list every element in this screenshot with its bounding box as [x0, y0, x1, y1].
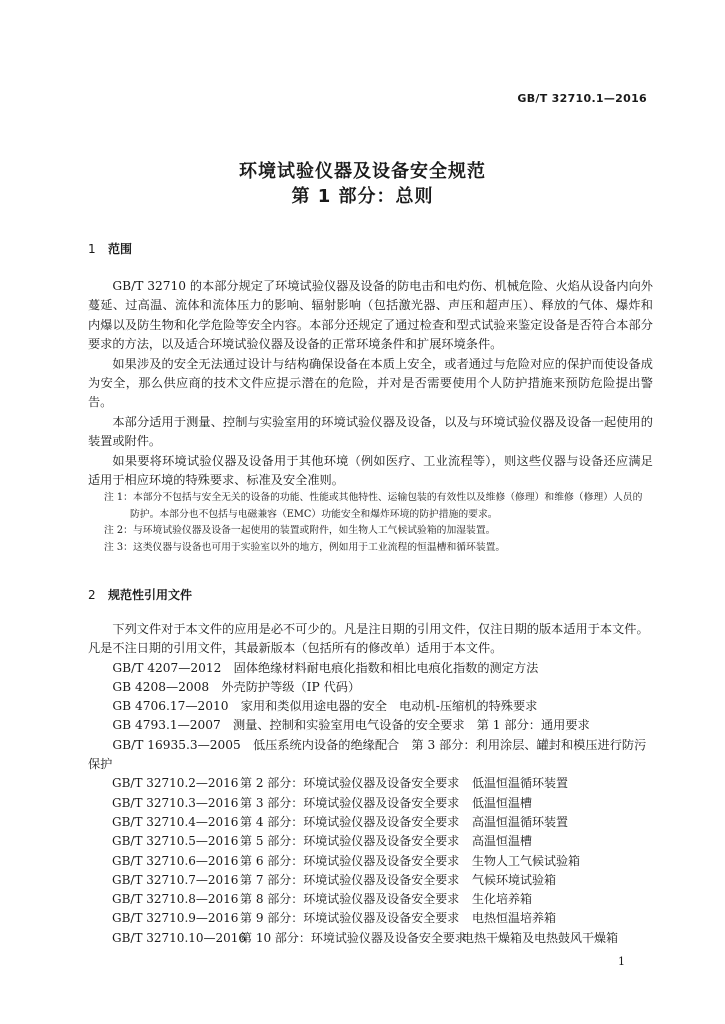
- reference-name: 高温恒温循环装置: [472, 814, 569, 829]
- reference-code: GB/T 32710.5—2016: [112, 834, 239, 849]
- reference-part: 第 2 部分：环境试验仪器及设备安全要求: [240, 776, 460, 791]
- reference-part: 第 8 部分：环境试验仪器及设备安全要求: [240, 892, 460, 907]
- reference-code: GB/T 32710.10—2016: [112, 930, 247, 945]
- reference-part: 第 6 部分：环境试验仪器及设备安全要求: [240, 853, 460, 868]
- reference-name: 电热干燥箱及电热鼓风干燥箱: [462, 930, 619, 945]
- reference-code: GB/T 32710.3—2016: [112, 795, 239, 810]
- reference-item: GB 4793.1—2007 测量、控制和实验室用电气设备的安全要求 第 1 部分：通用要求: [112, 718, 590, 733]
- reference-part: 第 9 部分：环境试验仪器及设备安全要求: [240, 911, 460, 926]
- reference-code: GB/T 32710.7—2016: [112, 872, 239, 887]
- note: 注 3：这类仪器与设备也可用于实验室以外的地方，例如用于工业流程的恒温槽和循环装置。: [104, 541, 506, 553]
- reference-item: GB 4208—2008 外壳防护等级（IP 代码）: [112, 679, 361, 694]
- note: 注 2：与环境试验仪器及设备一起使用的装置或附件，如生物人工气候试验箱的加湿装置。: [104, 525, 496, 536]
- reference-item: [88, 774, 653, 793]
- reference-part: 第 10 部分：环境试验仪器及设备安全要求: [240, 930, 467, 945]
- reference-code: GB/T 32710.4—2016: [112, 814, 239, 829]
- reference-name: 低温恒温循环装置: [472, 776, 569, 791]
- reference-item: GB/T 16935.3—2005 低压系统内设备的绝缘配合 第 3 部分：利用涂层、罐封和模压进行防污保护: [88, 737, 647, 772]
- reference-name: 电热恒温培养箱: [472, 911, 557, 926]
- reference-item: [88, 871, 653, 890]
- section-1-body: [88, 277, 653, 490]
- paragraph: 下列文件对于本文件的应用是必不可少的。凡是注日期的引用文件，仅注日期的版本适用于本文件。凡是不注日期的引用文件，其最新版本（包括所有的修改单）适用于本文件。: [88, 622, 649, 656]
- reference-code: GB/T 32710.6—2016: [112, 853, 239, 868]
- section-title: 范围: [108, 242, 133, 256]
- page-number: 1: [618, 955, 625, 968]
- section-number: 1: [88, 242, 96, 256]
- reference-name: 低温恒温槽: [472, 795, 533, 810]
- reference-name: 生物人工气候试验箱: [472, 853, 581, 868]
- document-title: 环境试验仪器及设备安全规范: [239, 161, 486, 182]
- section-1-notes: [104, 490, 652, 556]
- reference-name: 高温恒温槽: [472, 834, 533, 849]
- reference-item: GB 4706.17—2010 家用和类似用途电器的安全 电动机-压缩机的特殊要求: [112, 699, 538, 714]
- reference-item: [88, 890, 653, 909]
- reference-code: GB/T 32710.8—2016: [112, 892, 239, 907]
- paragraph: 本部分适用于测量、控制与实验室用的环境试验仪器及设备，以及与环境试验仪器及设备一起使用的装置或附件。: [88, 414, 653, 449]
- note: 注 1：本部分不包括与安全无关的设备的功能、性能或其他特性、运输包装的有效性以及维修（修理）和维修（修理）人员的防护。本部分也不包括与电磁兼容（EMC）功能安全和爆炸环境的防护措施的要求。: [104, 492, 643, 520]
- reference-code: GB/T 32710.2—2016: [112, 776, 239, 791]
- reference-code: GB/T 32710.9—2016: [112, 911, 239, 926]
- reference-part: 第 4 部分：环境试验仪器及设备安全要求: [240, 814, 460, 829]
- reference-item: [88, 852, 653, 871]
- reference-part: 第 5 部分：环境试验仪器及设备安全要求: [240, 834, 460, 849]
- reference-item: [88, 909, 653, 928]
- reference-name: 气候环境试验箱: [472, 872, 557, 887]
- paragraph: GB/T 32710 的本部分规定了环境试验仪器及设备的防电击和电灼伤、机械危险、火焰从设备内向外蔓延、过高温、流体和流体压力的影响、辐射影响（包括激光器、声压和超声压）、释放的气体、爆炸和内爆以及防生物和化学危险等安全内容。本部分还规定了通过检查和型式试验来鉴定设备是否符合本部分要求的方法，以及适合环境试验仪器及设备的正常环境条件和扩展环境条件。: [88, 279, 653, 352]
- reference-part: 第 3 部分：环境试验仪器及设备安全要求: [240, 795, 460, 810]
- reference-part: 第 7 部分：环境试验仪器及设备安全要求: [240, 872, 460, 887]
- normative-references: [88, 620, 653, 948]
- document-subtitle: 第 1 部分：总则: [291, 186, 434, 207]
- reference-item: [88, 813, 653, 832]
- reference-item: GB/T 4207—2012 固体绝缘材料耐电痕化指数和相比电痕化指数的测定方法: [112, 660, 539, 675]
- reference-item: [88, 832, 653, 851]
- paragraph: 如果涉及的安全无法通过设计与结构确保设备在本质上安全，或者通过与危险对应的保护而使设备成为安全，那么供应商的技术文件应提示潜在的危险，并对是否需要使用个人防护措施来预防危险提出警告。: [88, 356, 653, 410]
- section-title: 规范性引用文件: [108, 588, 193, 602]
- reference-item: [88, 794, 653, 813]
- section-number: 2: [88, 588, 96, 602]
- reference-item: [88, 929, 653, 948]
- paragraph: 如果要将环境试验仪器及设备用于其他环境（例如医疗、工业流程等），则这些仪器与设备还应满足适用于相应环境的特殊要求、标准及安全准则。: [88, 453, 653, 488]
- standard-code: GB/T 32710.1—2016: [517, 92, 647, 105]
- section-2-heading: [88, 586, 192, 603]
- section-1-heading: [88, 240, 132, 257]
- reference-name: 生化培养箱: [472, 892, 533, 907]
